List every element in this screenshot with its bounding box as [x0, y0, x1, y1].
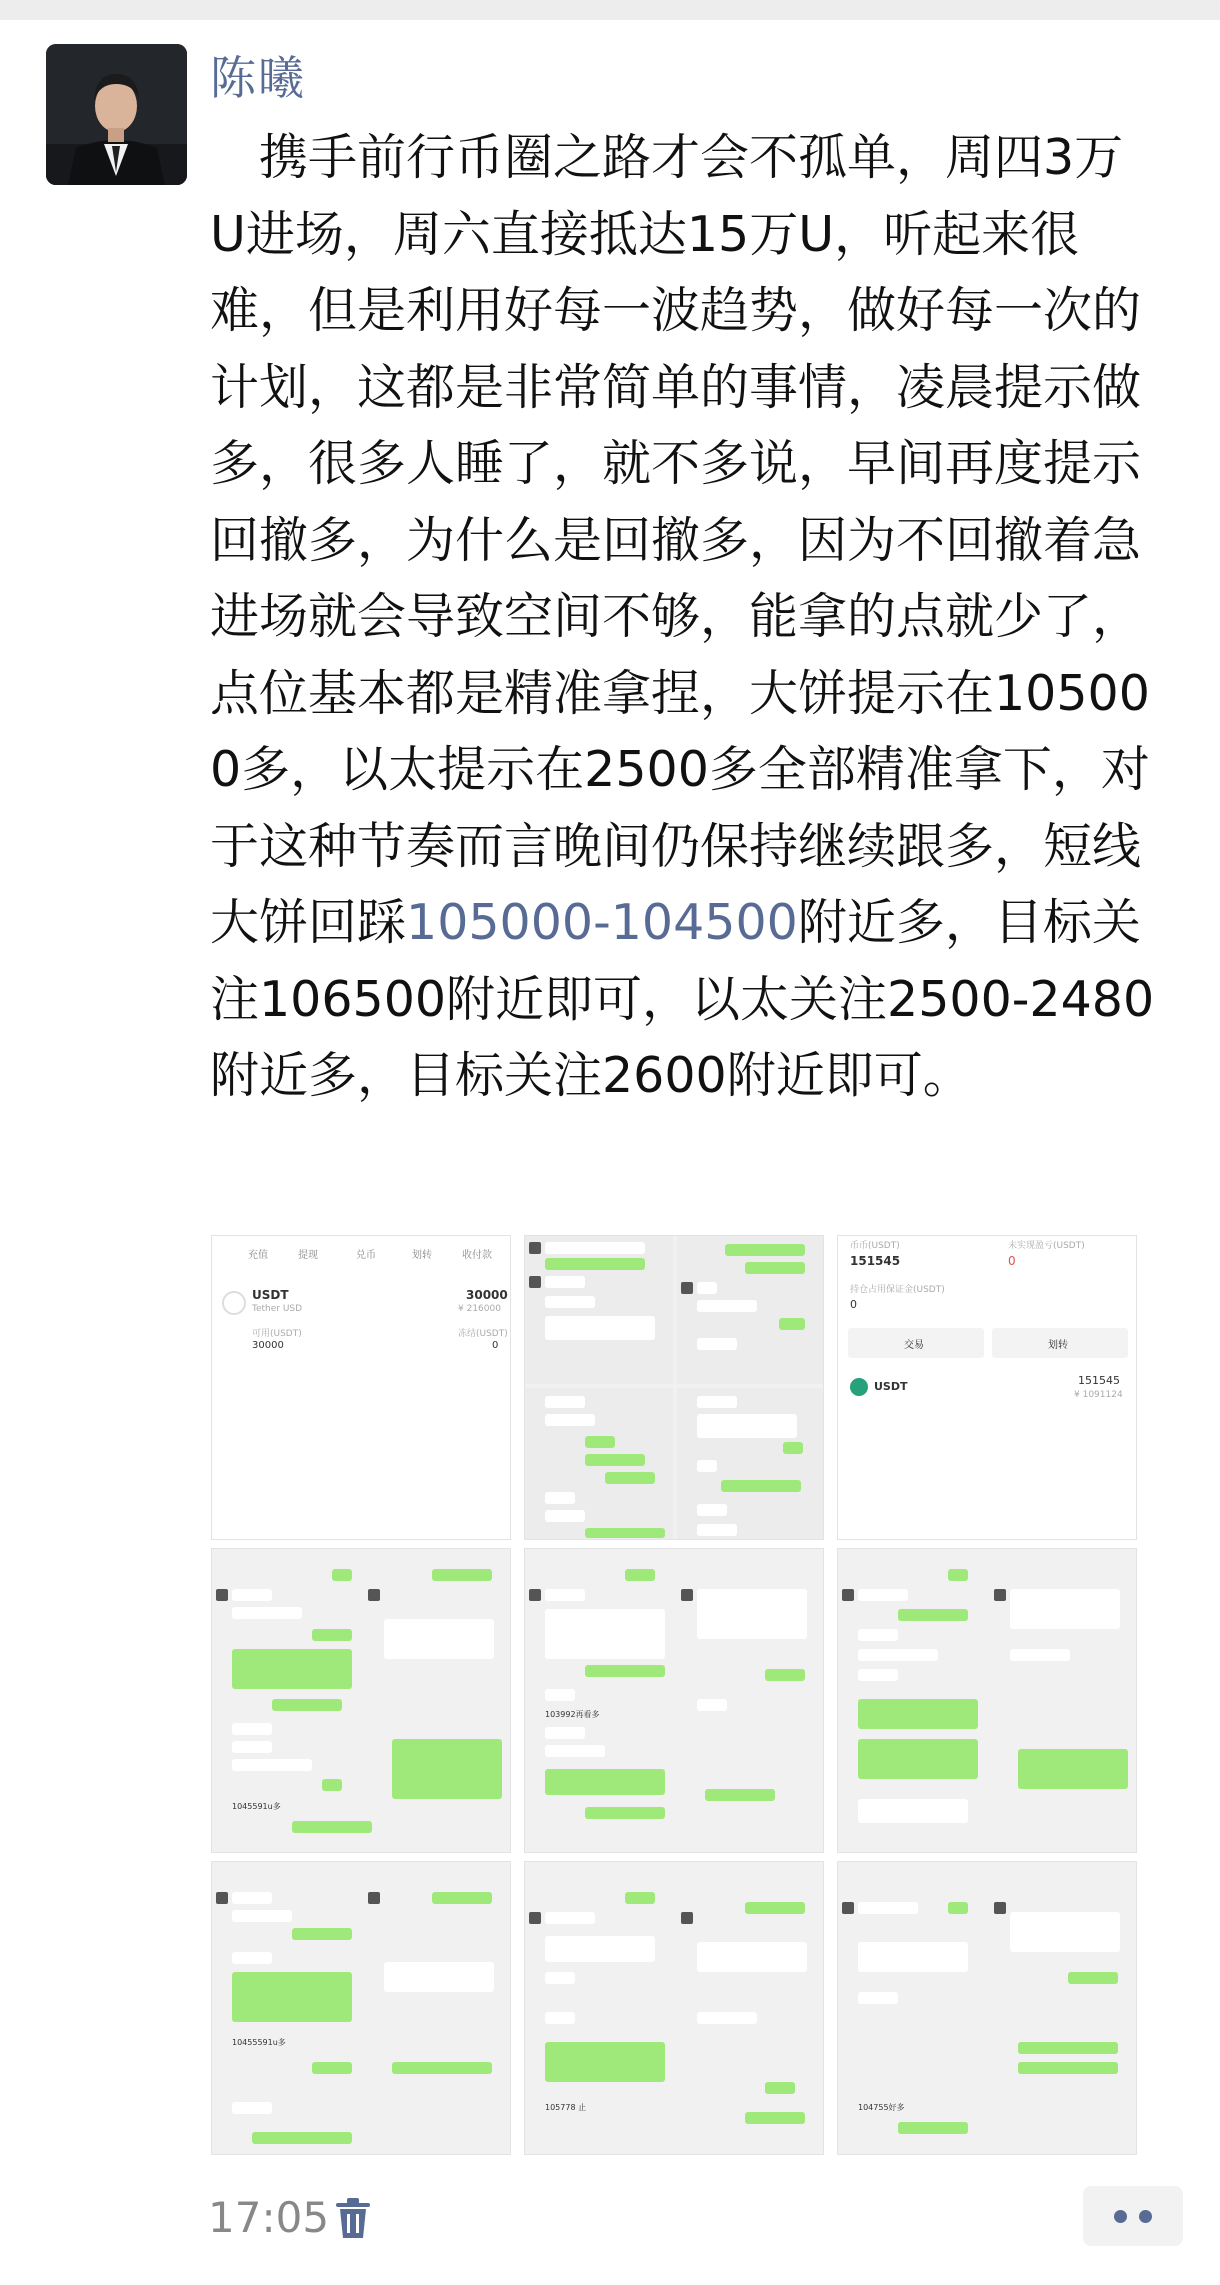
image-wallet-usdt[interactable]	[211, 1235, 511, 1540]
pnl-label: 未实现盈亏(USDT)	[1008, 1241, 1085, 1251]
trade-button[interactable]	[848, 1328, 984, 1358]
post-text-link[interactable]: 105000-104500	[406, 894, 798, 951]
avatar[interactable]	[46, 44, 187, 185]
asset-subname: Tether USD	[252, 1304, 303, 1314]
image-grid	[211, 1235, 1138, 2155]
post-text	[210, 120, 1155, 1115]
image-chat-collage-3[interactable]	[524, 1548, 824, 1853]
margin-value: 0	[850, 1298, 857, 1311]
margin-label: 持仓占用保证金(USDT)	[850, 1285, 945, 1295]
wallet-tab-3: 兑币	[356, 1250, 376, 1261]
chat-snippet-1: 1045591u多	[232, 1802, 281, 1811]
asset-amount: 30000	[466, 1288, 508, 1302]
available-label: 可用(USDT)	[252, 1329, 302, 1339]
wallet-tab-5: 收付款	[462, 1250, 492, 1261]
frozen-value: 0	[492, 1340, 499, 1351]
avatar-image	[46, 44, 187, 185]
asset-name-2: USDT	[874, 1380, 908, 1393]
image-chat-collage-5[interactable]	[211, 1861, 511, 2155]
balance-value: 151545	[850, 1254, 901, 1268]
wallet-tab-2: 提现	[298, 1250, 318, 1261]
post-text-before-link: 携手前行币圈之路才会不孤单，周四3万U进场，周六直接抵达15万U，听起来很难，但是利用好每一波趋势，做好每一次的计划，这都是非常简单的事情，凌晨提示做多，很多人睡了，就不多说，早间再度提示回撤多，为什么是回撤多，因为不回撤着急进场就会导致空间不够，能拿的点就少了，点位基本都是精准拿捏，大饼提示在105000多，以太提示在2500多全部精准拿下，对于这种节奏而言晚间仍保持继续跟多，短线大饼回踩	[210, 129, 1150, 951]
trade-button-label: 交易	[904, 1340, 924, 1351]
available-value: 30000	[252, 1340, 284, 1351]
wallet-tab-1: 充值	[248, 1250, 268, 1261]
chat-snippet-3: 10455591u多	[232, 2038, 286, 2047]
status-strip	[0, 0, 1220, 20]
image-chat-collage-7[interactable]	[837, 1861, 1137, 2155]
asset-amount-cny: ¥ 216000	[458, 1304, 501, 1314]
chat-snippet-4: 105778 止	[545, 2103, 587, 2112]
usdt-coin-icon	[850, 1378, 868, 1396]
chat-snippet-5: 104755好多	[858, 2103, 905, 2112]
transfer-button[interactable]	[992, 1328, 1128, 1358]
transfer-button-label: 划转	[1048, 1340, 1068, 1351]
more-dots-icon[interactable]	[1083, 2186, 1183, 2246]
image-wallet-balance[interactable]	[837, 1235, 1137, 1540]
trash-icon[interactable]	[330, 2194, 376, 2242]
frozen-label: 冻结(USDT)	[458, 1329, 508, 1339]
image-chat-collage-4[interactable]	[837, 1548, 1137, 1853]
wallet-tab-4: 划转	[412, 1250, 432, 1261]
image-chat-collage-6[interactable]	[524, 1861, 824, 2155]
post-time: 17:05	[208, 2193, 330, 2242]
asset-amount-2: 151545	[1078, 1374, 1120, 1387]
pnl-value: 0	[1008, 1254, 1016, 1268]
username[interactable]: 陈曦	[210, 51, 306, 105]
asset-name: USDT	[252, 1288, 289, 1302]
post-text-after-link: 附近多，目标关注106500附近即可，以太关注2500-2480附近多，目标关注2600附近即可。	[210, 894, 1155, 1104]
balance-label: 币币(USDT)	[850, 1241, 900, 1251]
usdt-coin-icon	[222, 1291, 246, 1315]
chat-snippet-2: 103992再看多	[545, 1710, 600, 1719]
asset-cny-2: ¥ 1091124	[1074, 1390, 1123, 1400]
image-chat-collage-1[interactable]	[524, 1235, 824, 1540]
image-chat-collage-2[interactable]	[211, 1548, 511, 1853]
